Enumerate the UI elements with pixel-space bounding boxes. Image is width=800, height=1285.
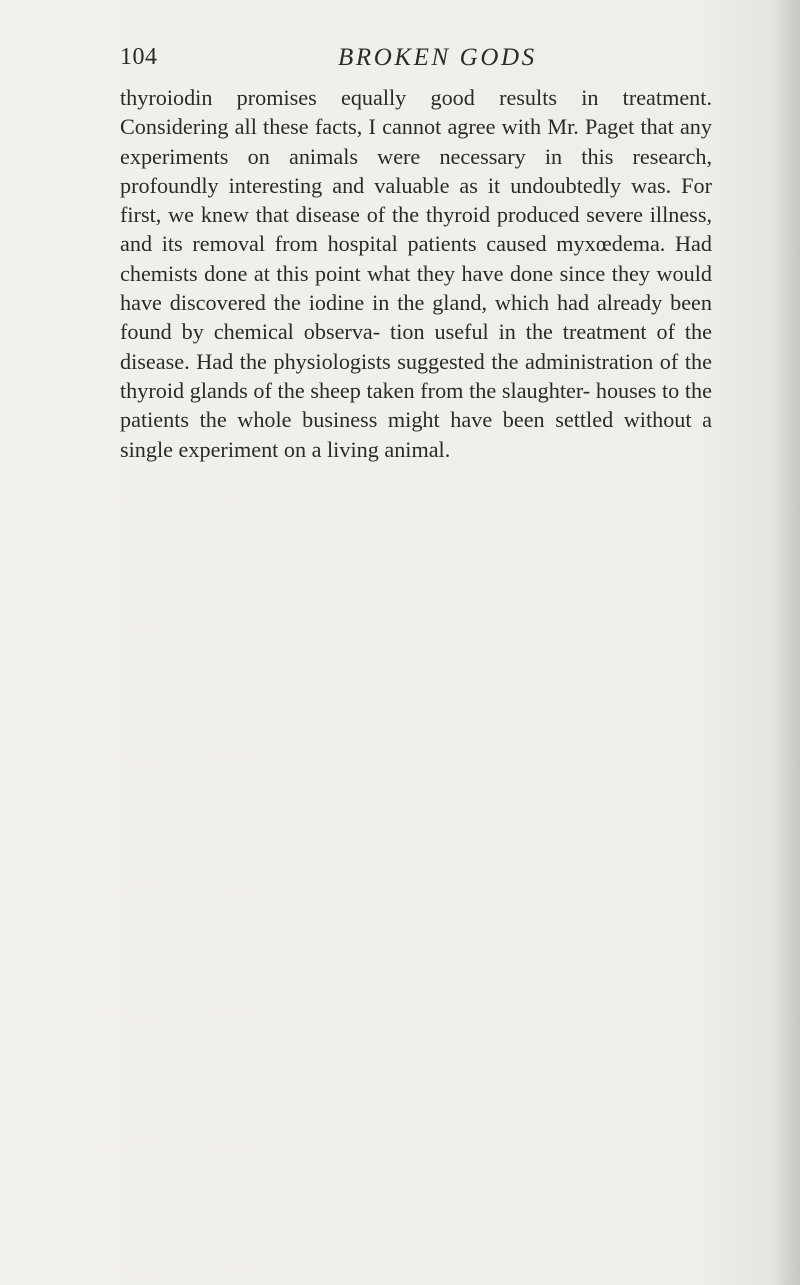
body-paragraph: thyroiodin promises equally good results in treatment. Considering all these facts, I cannot agree with Mr. Paget that any experiments on animals were necessary in this research, profoundly interesting and valuable as it undoubtedly was. For first, we knew that disease of the thyroid produced severe illness, and its removal from hospital patients caused myxœdema. Had chemists done at this point what they have done since they would have discovered the iodine in the gland, which had already been found by chemical observa- tion useful in the treatment of the disease. Had the physiologists suggested the administration of the thyroid glands of the sheep taken from the slaughter- houses to the patients the whole business might have been settled without a single experiment on a living animal. <box>120 85 712 462</box>
running-title: BROKEN GODS <box>338 44 537 71</box>
running-head <box>120 44 780 78</box>
page-number: 104 <box>120 44 158 70</box>
page-edge-shadow <box>774 0 800 1285</box>
